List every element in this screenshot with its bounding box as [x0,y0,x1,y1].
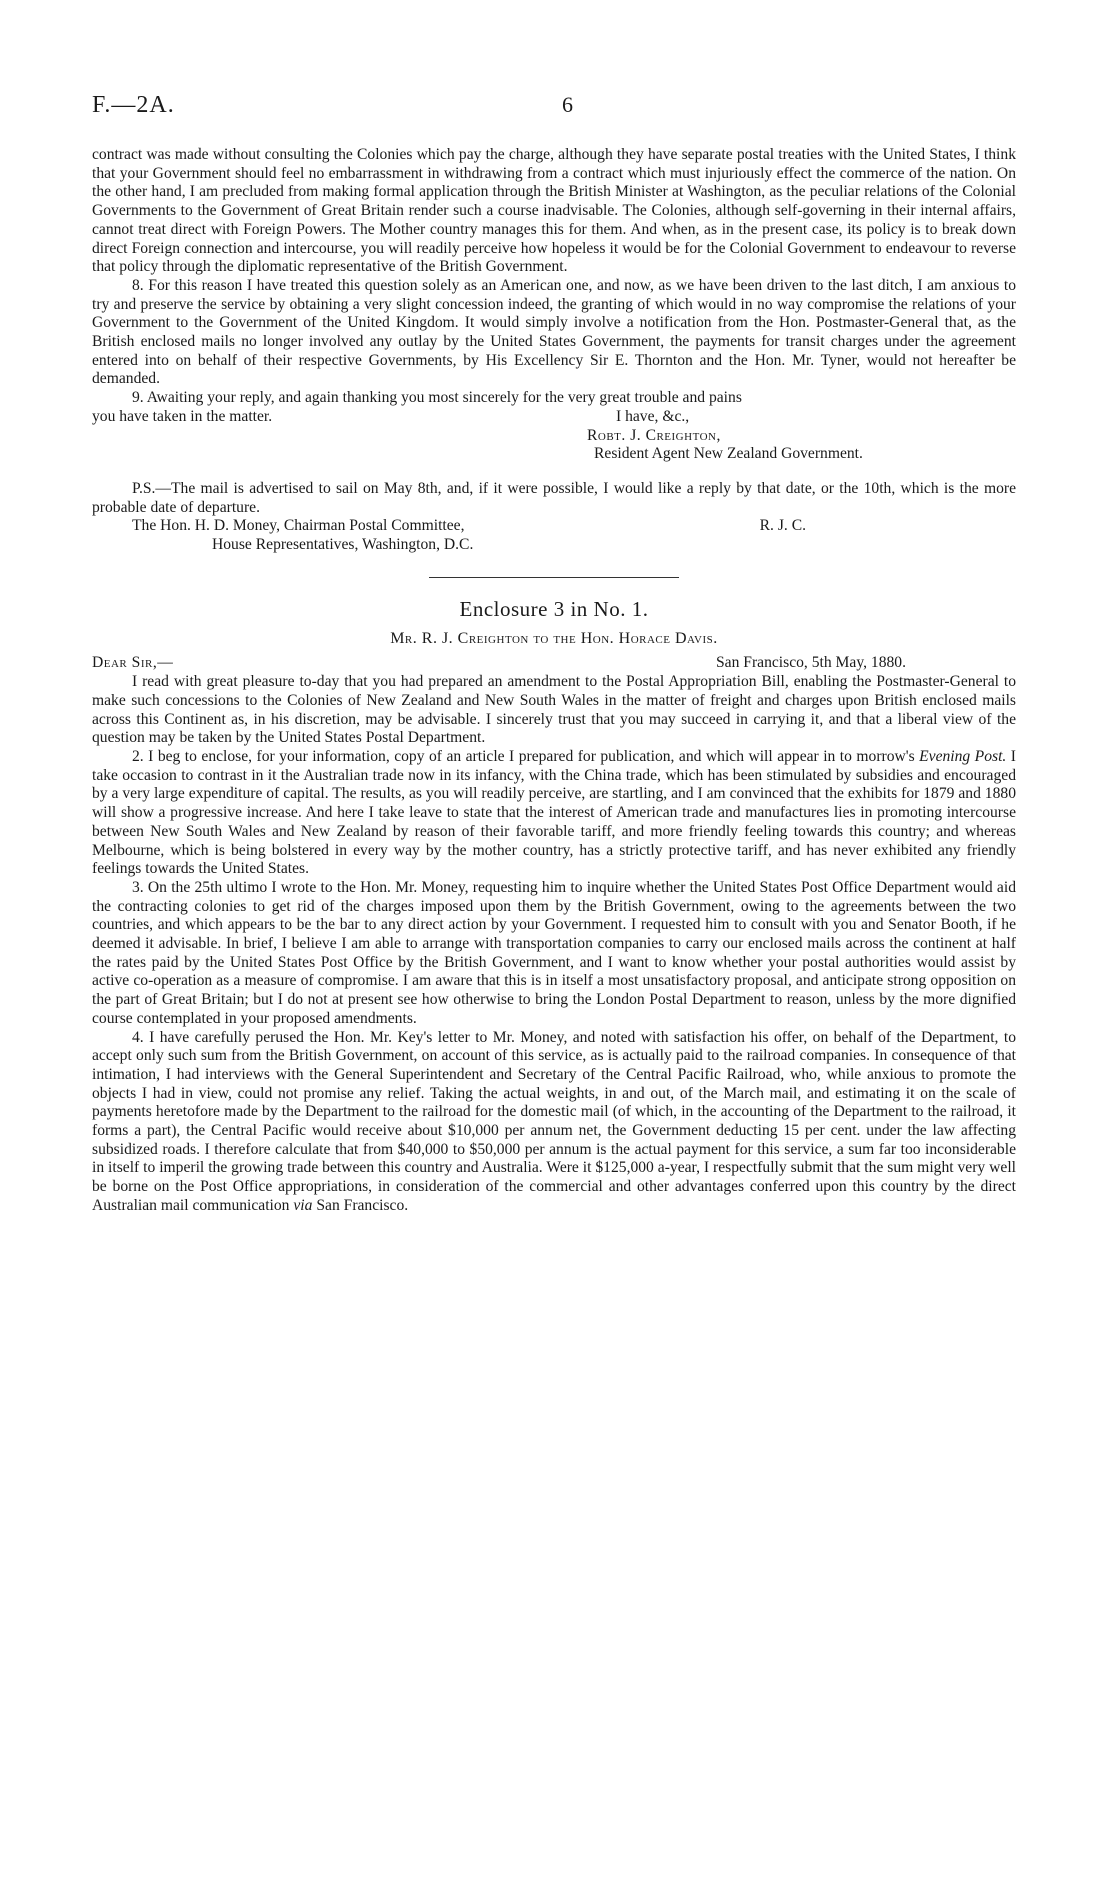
closing-line [92,408,1016,427]
closing-formula: I have, &c., [616,407,690,425]
via-word: via [293,1196,313,1214]
enclosure-paragraph-2 [92,748,1016,879]
enclosure-paragraph-1: I read with great pleasure to-day that you had prepared an amendment to the Postal Appropriation Bill, enabling the Postmaster-General to make such concessions to the Colonies of New Zealand and New South Wales in the matter of freight and charges upon British enclosed mails across this Continent as, in his discretion, may be advisable. I sincerely trust that you may succeed in carrying it, and that a liberal view of the question may be taken by the United States Postal Department. [92,673,1016,747]
paragraph-continued: contract was made without consulting the Colonies which pay the charge, although they have separate postal treaties with the United States, I think that your Government should feel no embarrassment in withdrawing from a contract which must injuriously effect the commerce of the nation. On the other hand, I am precluded from making formal application through the British Minister at Washington, as the peculiar relations of the Colonial Governments to the Government of Great Britain render such a course inadvisable. The Colonies, although self-governing in their internal affairs, cannot treat direct with Foreign Powers. The Mother country manages this for them. And when, as in the present case, its policy is to break down direct Foreign connection and intercourse, you will readily perceive how hopeless it would be for the Colonial Government to endeavour to reverse that policy through the diplomatic representative of the British Government. [92,146,1016,276]
address-line-2: House Representatives, Washington, D.C. [212,536,474,554]
page-header [92,92,1022,122]
enclosure-paragraph-4 [92,1029,1016,1216]
address-block [92,517,1016,536]
enclosure-paragraph-4-end: San Francisco. [316,1196,409,1214]
paper-reference: F.—2A. [92,92,175,118]
enclosure-from-to: Mr. R. J. Creighton to the Hon. Horace Davis. [390,629,718,647]
enclosure-paragraph-2-b: I take occasion to contrast in it the Australian trade now in its infancy, with the China trade, which has been stimulated by subsidies and encouraged by a very large expenditure of capital. The results, as you will readily perceive, are startling, and I am convinced that the exhibits for 1879 and 1880 will show a progressive increase. And here I take leave to state that the interest of American trade and manufactures lies in promoting intercourse between New South Wales and New Zealand by reason of their favorable tariff, and more friendly feeling towards this country; and whereas Melbourne, which is being bolstered in every way by the mother country, has a strictly protective tariff, and has never exhibited any friendly feelings towards the United States. [92,747,1016,878]
page-number: 6 [562,92,573,117]
enclosure-paragraph-2-a: 2. I beg to enclose, for your information, copy of an article I prepared for publication, and which will appear in to morrow's [132,747,915,765]
paragraph-8: 8. For this reason I have treated this question solely as an American one, and now, as we have been driven to the last ditch, I am anxious to try and preserve the service by obtaining a very slight concession indeed, the granting of which would in no way compromise the relations of your Government to the Government of the United Kingdom. It would simply involve a notification from the Hon. Postmaster-General that, as the British enclosed mails no longer involved any outlay by the United States Government, the payments for transit charges under the agreement entered into on behalf of their respective Governments, by His Excellency Sir E. Thornton and the Hon. Mr. Tyner, would not hereafter be demanded. [92,276,1016,388]
enclosure-paragraph-4-a: 4. I have carefully perused the Hon. Mr. Key's letter to Mr. Money, and noted with satisfaction his offer, on behalf of the Department, to accept only such sum from the British Government, on account of this service, as is actually paid to the railroad companies. In consequence of that intimation, I had interviews with the General Superintendent and Secretary of the Central Pacific Railroad, who, while anxious to promote the objects I had in view, could not promise any relief. Taking the actual weights, in and out, of the March mail, and estimating it on the scale of payments heretofore made by the Department to the railroad for the domestic mail (of which, in the accounting of the Department to the railroad, it forms a part), the Central Pacific would receive about $10,000 per annum net, the Government deducting 15 per cent. under the law affecting subsidized roads. I therefore calculate that from $40,000 to $50,000 per annum is the actual payment for this service, a sum far too inconsiderable in itself to imperil the growing trade between this country and Australia. Were it $125,000 a-year, I respectfully submit that the sum might very well be borne on the Post Office appropriations, in consideration of the commercial and other advantages conferred upon this country by the direct Australian mail communication [92,1028,1016,1214]
body-text [92,146,1016,1216]
signature-title: Resident Agent New Zealand Government. [594,445,863,463]
address-line-1: The Hon. H. D. Money, Chairman Postal Committee, [132,517,465,535]
section-divider [429,577,679,578]
paragraph-9-end: you have taken in the matter. [92,407,273,425]
enclosure-paragraph-3: 3. On the 25th ultimo I wrote to the Hon. Mr. Money, requesting him to inquire whether the United States Post Office Department would aid the contracting colonies to get rid of the charges imposed upon them by the British Government, owing to the agreements between the two countries, and which appears to be the bar to any direct action by your Government. I requested him to consult with you and Senator Booth, if he deemed it advisable. In brief, I believe I am able to arrange with transportation companies to carry our enclosed mails across the continent at half the rates paid by the United States Post Office by the British Government, and I want to know whether your postal authorities would assist by active co-operation as a measure of compromise. I am aware that this is in itself a most unsatisfactory proposal, and anticipate strong opposition on the part of Great Britain; but I do not at present see how otherwise to bring the London Postal Department to reason, unless by the more dignified course contemplated in your proposed amendments. [92,878,1016,1027]
newspaper-name: Evening Post. [919,747,1007,765]
paragraph-9: 9. Awaiting your reply, and again thanking you most sincerely for the very great trouble and pains [132,389,742,407]
signature: Robt. J. Creighton, [587,426,721,444]
address-initials: R. J. C. [759,517,806,535]
enclosure-title: Enclosure 3 in No. 1. [459,596,649,621]
postscript: P.S.—The mail is advertised to sail on May 8th, and, if it were possible, I would like a reply by that date, or the 10th, which is the more probable date of departure. [92,479,1016,516]
salutation-line [92,654,1016,673]
place-date: San Francisco, 5th May, 1880. [716,654,906,672]
salutation: Dear Sir,— [92,654,174,672]
